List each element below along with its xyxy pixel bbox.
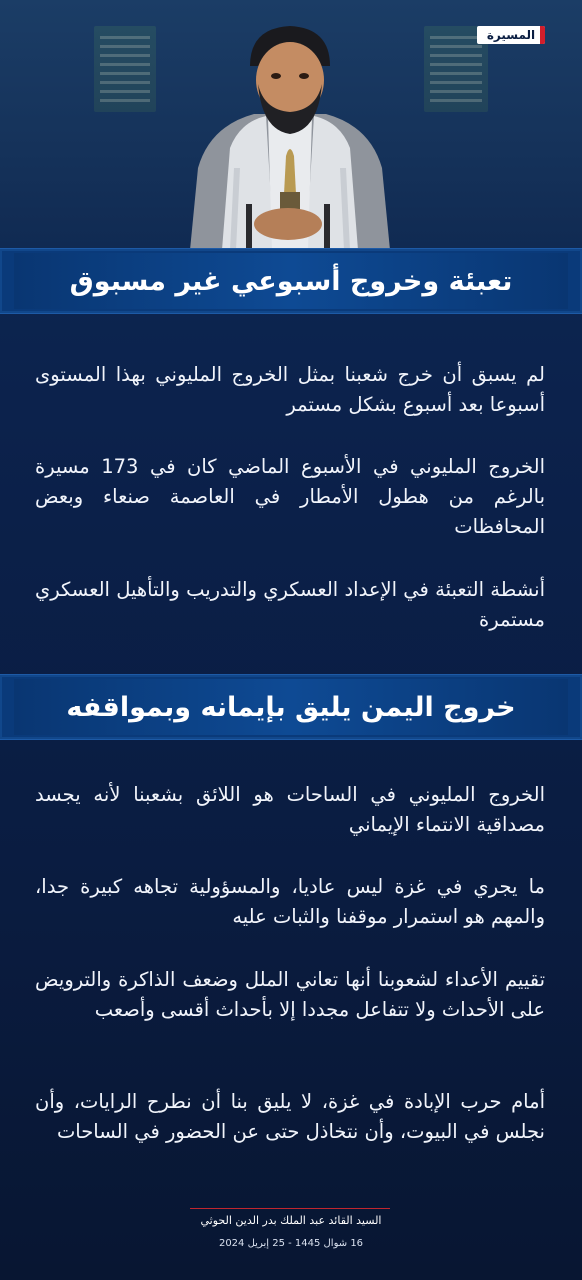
- channel-logo: المسيرة: [477, 26, 545, 44]
- header-photo: [0, 0, 582, 250]
- speech-date: 16 شوال 1445 - 25 إبريل 2024: [218, 1238, 364, 1249]
- section2-paragraph-3: تقييم الأعداء لشعوبنا أنها تعاني الملل وضعف الذاكرة والترويض على الأحداث ولا تتفاعل مجددا إلا بأحداث أقسى وأصعب: [35, 967, 545, 1021]
- section1-paragraph-3: أنشطة التعبئة في الإعداد العسكري والتدريب والتأهيل العسكري مستمرة: [35, 577, 545, 631]
- section1-heading: [0, 248, 582, 314]
- section2-title: خروج اليمن يليق بإيمانه وبمواقفه: [66, 691, 516, 723]
- speaker-name: السيد القائد عبد الملك بدر الدين الحوثي: [200, 1214, 382, 1227]
- section1-paragraph-2: الخروج المليوني في الأسبوع الماضي كان في 173 مسيرة بالرغم من هطول الأمطار في العاصمة صنعاء وبعض المحافظات: [35, 454, 545, 538]
- background-banner-left: [94, 26, 156, 112]
- section2-paragraph-2: ما يجري في غزة ليس عاديا، والمسؤولية تجاهه كبيرة جدا، والمهم هو استمرار موقفنا والثبات عليه: [35, 874, 545, 928]
- section2-paragraph-1: الخروج المليوني في الساحات هو اللائق بشعبنا لأنه يجسد مصداقية الانتماء الإيماني: [35, 782, 545, 836]
- section2-heading: [0, 674, 582, 740]
- section1-title: تعبئة وخروج أسبوعي غير مسبوق: [69, 265, 513, 297]
- signature-divider: [190, 1208, 390, 1209]
- speaker-portrait: [170, 18, 410, 250]
- section1-paragraph-1: لم يسبق أن خرج شعبنا بمثل الخروج المليوني بهذا المستوى أسبوعا بعد أسبوع بشكل مستمر: [35, 362, 545, 416]
- section2-paragraph-4: أمام حرب الإبادة في غزة، لا يليق بنا أن نطرح الرايات، وأن نجلس في البيوت، وأن نتخاذل حتى عن الحضور في الساحات: [35, 1089, 545, 1143]
